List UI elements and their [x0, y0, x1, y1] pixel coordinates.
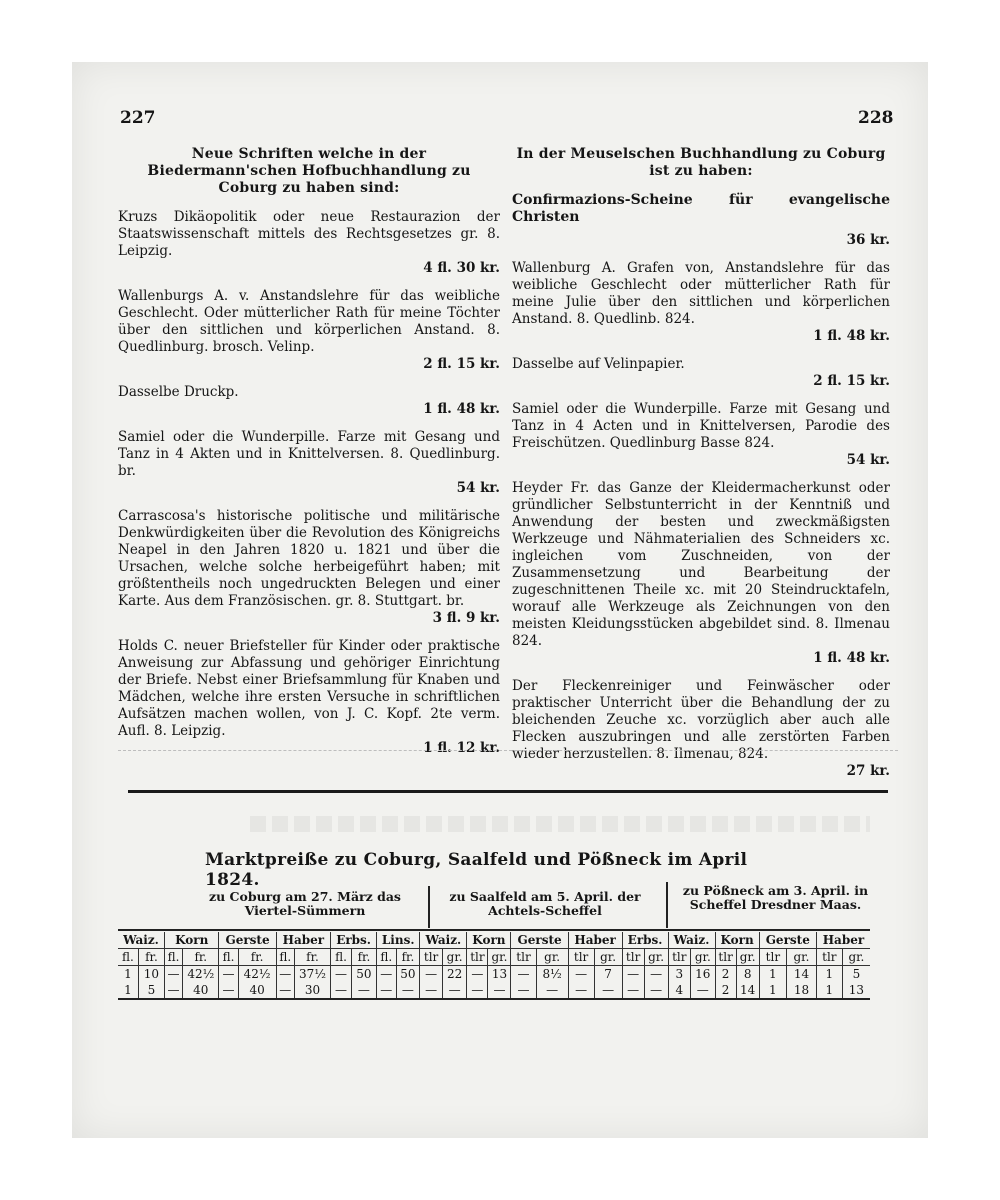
price-cell: —	[594, 982, 622, 999]
subheading: Confirmazions-Scheine für evangelische Christen	[512, 192, 890, 225]
entry-price: 4 fl. 30 kr.	[423, 260, 500, 276]
unit-header: gr.	[442, 949, 467, 966]
entry-price: 1 fl. 48 kr.	[813, 650, 890, 666]
price-cell: —	[420, 966, 443, 983]
book-entry	[118, 384, 500, 418]
price-cell: —	[691, 982, 716, 999]
price-cell: 42½	[183, 966, 219, 983]
entry-text: Dasselbe Druckp.	[118, 384, 239, 400]
unit-header: tlr	[511, 949, 536, 966]
price-cell: 1	[118, 982, 138, 999]
price-cell: —	[219, 982, 238, 999]
unit-header: fr.	[351, 949, 376, 966]
poessneck-group-label: zu Pößneck am 3. April. in Scheffel Dresdner Maas.	[682, 883, 869, 912]
book-entry	[512, 401, 890, 469]
unit-header: gr.	[536, 949, 568, 966]
book-entry	[118, 429, 500, 497]
group-divider	[666, 882, 668, 928]
price-cell: 40	[238, 982, 276, 999]
entry-price: 2 fl. 15 kr.	[423, 356, 500, 372]
commodity-header: Gerste	[759, 932, 816, 949]
price-cell: 1	[816, 966, 842, 983]
unit-header: gr.	[787, 949, 817, 966]
page-number-right: 228	[858, 108, 894, 128]
price-cell: 8½	[536, 966, 568, 983]
right-column-heading: In der Meuselschen Buchhandlung zu Coburg ist zu haben:	[516, 146, 886, 179]
entry-text: Der Fleckenreiniger und Feinwäscher oder praktischer Unterricht über die Behandlung der zu bleichenden Zeuche xc. vorzüglich aber auch alle Flecken auszubringen und alle zerstörten Farben wieder herzustellen. 8. Ilmenau, 824.	[512, 678, 890, 762]
price-cell: 1	[816, 982, 842, 999]
price-cell: 4	[668, 982, 691, 999]
unit-header: tlr	[467, 949, 488, 966]
book-entry	[118, 508, 500, 627]
unit-header: gr.	[644, 949, 668, 966]
commodity-header: Waiz.	[420, 932, 467, 949]
price-cell: 42½	[238, 966, 276, 983]
unit-header: gr.	[594, 949, 622, 966]
unit-header: gr.	[691, 949, 716, 966]
unit-header: tlr	[759, 949, 786, 966]
unit-header: tlr	[668, 949, 691, 966]
commodity-header: Erbs.	[331, 932, 377, 949]
commodity-header: Haber	[276, 932, 331, 949]
price-cell: —	[467, 982, 488, 999]
price-cell: —	[276, 966, 294, 983]
price-cell: 1	[124, 967, 132, 981]
saalfeld-group-label: zu Saalfeld am 5. April. der Achtels-Scheffel	[449, 889, 641, 918]
market-prices-title: Marktpreiße zu Coburg, Saalfeld und Pößneck im April 1824.	[205, 850, 748, 890]
book-entry	[512, 356, 890, 390]
unit-header: fr.	[294, 949, 330, 966]
commodity-header: Lins.	[377, 932, 420, 949]
commodity-header: Gerste	[511, 932, 568, 949]
price-cell: —	[351, 982, 376, 999]
unit-header: fl.	[331, 949, 352, 966]
group-divider	[428, 886, 430, 928]
entry-text: Holds C. neuer Briefsteller für Kinder oder praktische Anweisung zur Abfassung und gehöriger Einrichtung der Briefe. Nebst einer Briefsammlung für Knaben und Mädchen, welche ihre ersten Versuche in schriftlichen Aufsätzen machen wollen, von J. C. Kopf. 2te verm. Aufl. 8. Leipzig.	[118, 638, 500, 739]
price-cell: 50	[351, 966, 376, 983]
book-entry	[512, 260, 890, 345]
price-cell: —	[164, 982, 182, 999]
unit-header: tlr	[622, 949, 644, 966]
entry-price: 1 fl. 12 kr.	[423, 740, 500, 756]
price-cell: 3	[668, 966, 691, 983]
table-row	[118, 966, 870, 983]
book-entry	[118, 288, 500, 373]
commodity-header: Korn	[715, 932, 759, 949]
price-cell: 10	[138, 966, 164, 983]
left-column-heading: Neue Schriften welche in der Biedermann'schen Hofbuchhandlung zu Coburg zu haben sind:	[147, 146, 471, 196]
commodity-header: Haber	[568, 932, 622, 949]
price-cell: 1	[759, 982, 786, 999]
market-price-table	[118, 932, 870, 1000]
dotted-separator	[118, 750, 898, 751]
price-cell: 14	[787, 966, 817, 983]
unit-header: tlr	[715, 949, 736, 966]
price-cell: 30	[294, 982, 330, 999]
price-cell: —	[219, 966, 238, 983]
bleed-through-text	[250, 816, 870, 832]
price-cell: 2	[715, 982, 736, 999]
entry-price: 1 fl. 48 kr.	[423, 401, 500, 417]
price-cell: —	[536, 982, 568, 999]
right-column	[512, 146, 890, 791]
book-entry	[512, 480, 890, 667]
price-cell: 50	[396, 966, 420, 983]
price-cell: 2	[715, 966, 736, 983]
price-cell: —	[420, 982, 443, 999]
unit-header: fr.	[396, 949, 420, 966]
commodity-header: Korn	[164, 932, 219, 949]
price-cell: 16	[691, 966, 716, 983]
entry-text: Kruzs Dikäopolitik oder neue Restaurazion der Staatswissenschaft mittels des Rechtsgesetzes gr. 8. Leipzig.	[118, 209, 500, 259]
confirmation-notice	[512, 192, 890, 249]
price-cell: —	[442, 982, 467, 999]
price-cell: 40	[183, 982, 219, 999]
entry-price: 54 kr.	[846, 452, 890, 468]
unit-header: fr.	[138, 949, 164, 966]
price-cell: 7	[594, 966, 622, 983]
price-cell: 13	[488, 966, 511, 983]
unit-header: tlr	[816, 949, 842, 966]
unit-header: tlr	[420, 949, 443, 966]
price-cell: —	[511, 982, 536, 999]
price-cell: 8	[736, 966, 759, 983]
entry-price: 54 kr.	[456, 480, 500, 496]
price-cell: —	[644, 966, 668, 983]
price-cell: 5	[842, 966, 870, 983]
entry-text: Samiel oder die Wunderpille. Farze mit Gesang und Tanz in 4 Acten und in Knittelversen, Parodie des Freischützen. Quedlinburg Basse 824.	[512, 401, 890, 451]
unit-header: fr.	[183, 949, 219, 966]
page-number-left: 227	[120, 108, 156, 128]
subheading-price: 36 kr.	[846, 232, 890, 248]
commodity-header: Erbs.	[622, 932, 668, 949]
price-cell: —	[488, 982, 511, 999]
unit-header: fl.	[377, 949, 397, 966]
price-cell: —	[164, 966, 182, 983]
price-cell: —	[568, 982, 594, 999]
commodity-header-row	[118, 932, 870, 949]
price-cell: 22	[442, 966, 467, 983]
table-row	[118, 982, 870, 999]
price-cell: —	[396, 982, 420, 999]
unit-header: fl.	[276, 949, 294, 966]
price-cell: —	[644, 982, 668, 999]
entry-text: Carrascosa's historische politische und militärische Denkwürdigkeiten über die Revolution des Königreichs Neapel in den Jahren 1820 u. 1821 und über die Ursachen, welche solche herbeigeführt haben; mit größtentheils noch ungedruckten Belegen und einer Karte. Aus dem Französischen. gr. 8. Stuttgart. br.	[118, 508, 500, 609]
price-cell: 5	[138, 982, 164, 999]
entry-price: 1 fl. 48 kr.	[813, 328, 890, 344]
entry-text: Wallenburg A. Grafen von, Anstandslehre für das weibliche Geschlecht oder mütterlicher Rath für meine Julie über den sittlichen und körperlichen Anstand. 8. Quedlinb. 824.	[512, 260, 890, 327]
price-cell: —	[377, 966, 397, 983]
price-cell: —	[276, 982, 294, 999]
entry-text: Dasselbe auf Velinpapier.	[512, 356, 685, 372]
unit-header: gr.	[842, 949, 870, 966]
price-cell: —	[511, 966, 536, 983]
left-column	[118, 146, 500, 768]
price-cell: 37½	[294, 966, 330, 983]
price-cell: —	[331, 982, 352, 999]
table-top-rule	[118, 929, 870, 931]
price-cell: 13	[842, 982, 870, 999]
commodity-header: Haber	[816, 932, 870, 949]
book-entry	[118, 638, 500, 757]
price-cell: —	[331, 966, 352, 983]
unit-header: gr.	[488, 949, 511, 966]
unit-header-row	[118, 949, 870, 966]
commodity-header: Waiz.	[668, 932, 715, 949]
unit-header: tlr	[568, 949, 594, 966]
price-cell: —	[377, 982, 397, 999]
section-rule	[128, 790, 888, 793]
commodity-header: Waiz.	[118, 932, 164, 949]
unit-header: fl.	[219, 949, 238, 966]
entry-price: 3 fl. 9 kr.	[432, 610, 500, 626]
entry-text: Heyder Fr. das Ganze der Kleidermacherkunst oder gründlicher Selbstunterricht in der Kenntniß und Anwendung der besten und zweckmäßigsten Werkzeuge und Nähmaterialien des Schneiders xc. ingleichen vom Zuschneiden, von der Zusammensetzung und Bearbeitung der zugeschnittenen Theile xc. mit 20 Steindrucktafeln, worauf alle Werkzeuge als Zeichnungen von den meisten Kleidungsstücken abgebildet sind. 8. Ilmenau 824.	[512, 480, 890, 649]
price-cell: —	[622, 982, 644, 999]
price-cell: —	[622, 966, 644, 983]
entry-price: 2 fl. 15 kr.	[813, 373, 890, 389]
unit-header: fr.	[238, 949, 276, 966]
price-cell: 14	[736, 982, 759, 999]
commodity-header: Gerste	[219, 932, 276, 949]
entry-price: 27 kr.	[846, 763, 890, 779]
price-cell: 18	[787, 982, 817, 999]
book-entry	[118, 209, 500, 277]
entry-text: Wallenburgs A. v. Anstandslehre für das weibliche Geschlecht. Oder mütterlicher Rath für meine Töchter über den sittlichen und körperlichen Anstand. 8. Quedlinburg. brosch. Velinp.	[118, 288, 500, 355]
price-cell: —	[467, 966, 488, 983]
price-cell: 1	[759, 966, 786, 983]
unit-header: gr.	[736, 949, 759, 966]
book-entry	[512, 678, 890, 780]
coburg-group-label: zu Coburg am 27. März das Viertel-Sümmern	[209, 889, 401, 918]
unit-header: fl.	[118, 949, 138, 966]
commodity-header: Korn	[467, 932, 511, 949]
entry-text: Samiel oder die Wunderpille. Farze mit Gesang und Tanz in 4 Akten und in Knittelversen. 8. Quedlinburg. br.	[118, 429, 500, 479]
price-cell: —	[568, 966, 594, 983]
unit-header: fl.	[164, 949, 182, 966]
